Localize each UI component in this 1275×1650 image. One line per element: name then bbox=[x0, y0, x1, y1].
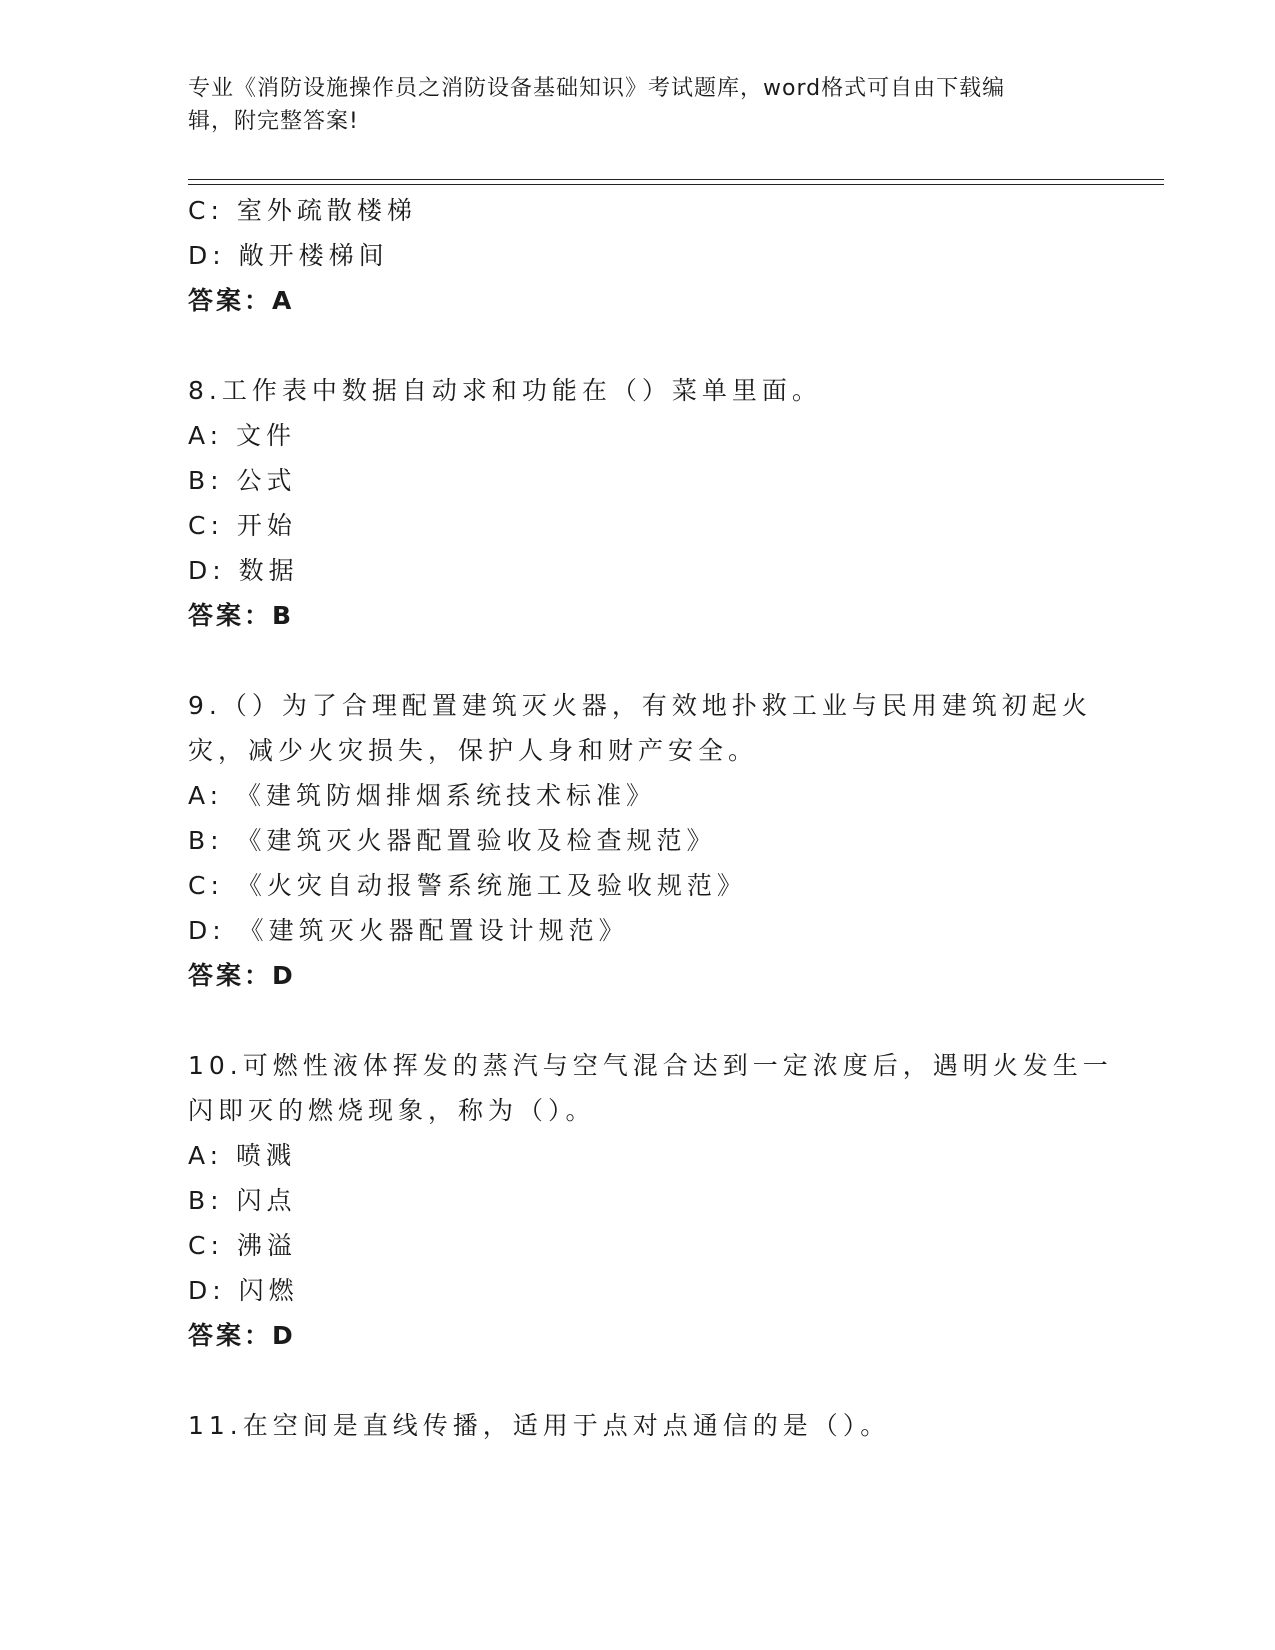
q10-stem-line-2: 闪即灭的燃烧现象，称为（）。 bbox=[188, 1096, 596, 1125]
q7-answer: 答案：A bbox=[188, 286, 295, 315]
q8-option-b: B: 公式 bbox=[188, 466, 297, 495]
q10-answer: 答案：D bbox=[188, 1321, 296, 1350]
q11-stem: 11.在空间是直线传播，适用于点对点通信的是（）。 bbox=[188, 1411, 891, 1440]
header-line-1: 专业《消防设施操作员之消防设备基础知识》考试题库，word格式可自由下载编 bbox=[188, 76, 1006, 101]
q10-stem-line-1: 10.可燃性液体挥发的蒸汽与空气混合达到一定浓度后，遇明火发生一 bbox=[188, 1051, 1113, 1080]
q8-answer: 答案：B bbox=[188, 601, 295, 630]
q9-option-a: A: 《建筑防烟排烟系统技术标准》 bbox=[188, 781, 657, 810]
q10-option-c: C: 沸溢 bbox=[188, 1231, 297, 1260]
q8-stem: 8.工作表中数据自动求和功能在（）菜单里面。 bbox=[188, 376, 822, 405]
header-line-2: 辑，附完整答案! bbox=[188, 109, 359, 134]
q7-option-c: C: 室外疏散楼梯 bbox=[188, 196, 417, 225]
q8-option-d: D: 数据 bbox=[188, 556, 299, 585]
q7-option-d: D: 敞开楼梯间 bbox=[188, 241, 389, 270]
q10-option-a: A: 喷溅 bbox=[188, 1141, 297, 1170]
q10-option-d: D: 闪燃 bbox=[188, 1276, 299, 1305]
q9-option-d: D: 《建筑灭火器配置设计规范》 bbox=[188, 916, 629, 945]
q8-option-c: C: 开始 bbox=[188, 511, 297, 540]
q8-option-a: A: 文件 bbox=[188, 421, 297, 450]
header-divider-top bbox=[188, 179, 1164, 180]
document-header bbox=[188, 72, 1088, 138]
q10-option-b: B: 闪点 bbox=[188, 1186, 297, 1215]
header-divider-bottom bbox=[188, 184, 1164, 185]
q9-option-c: C: 《火灾自动报警系统施工及验收规范》 bbox=[188, 871, 747, 900]
q9-stem-line-1: 9.（）为了合理配置建筑灭火器，有效地扑救工业与民用建筑初起火 bbox=[188, 691, 1092, 720]
q9-option-b: B: 《建筑灭火器配置验收及检查规范》 bbox=[188, 826, 717, 855]
q9-answer: 答案：D bbox=[188, 961, 296, 990]
q9-stem-line-2: 灾，减少火灾损失，保护人身和财产安全。 bbox=[188, 736, 759, 765]
